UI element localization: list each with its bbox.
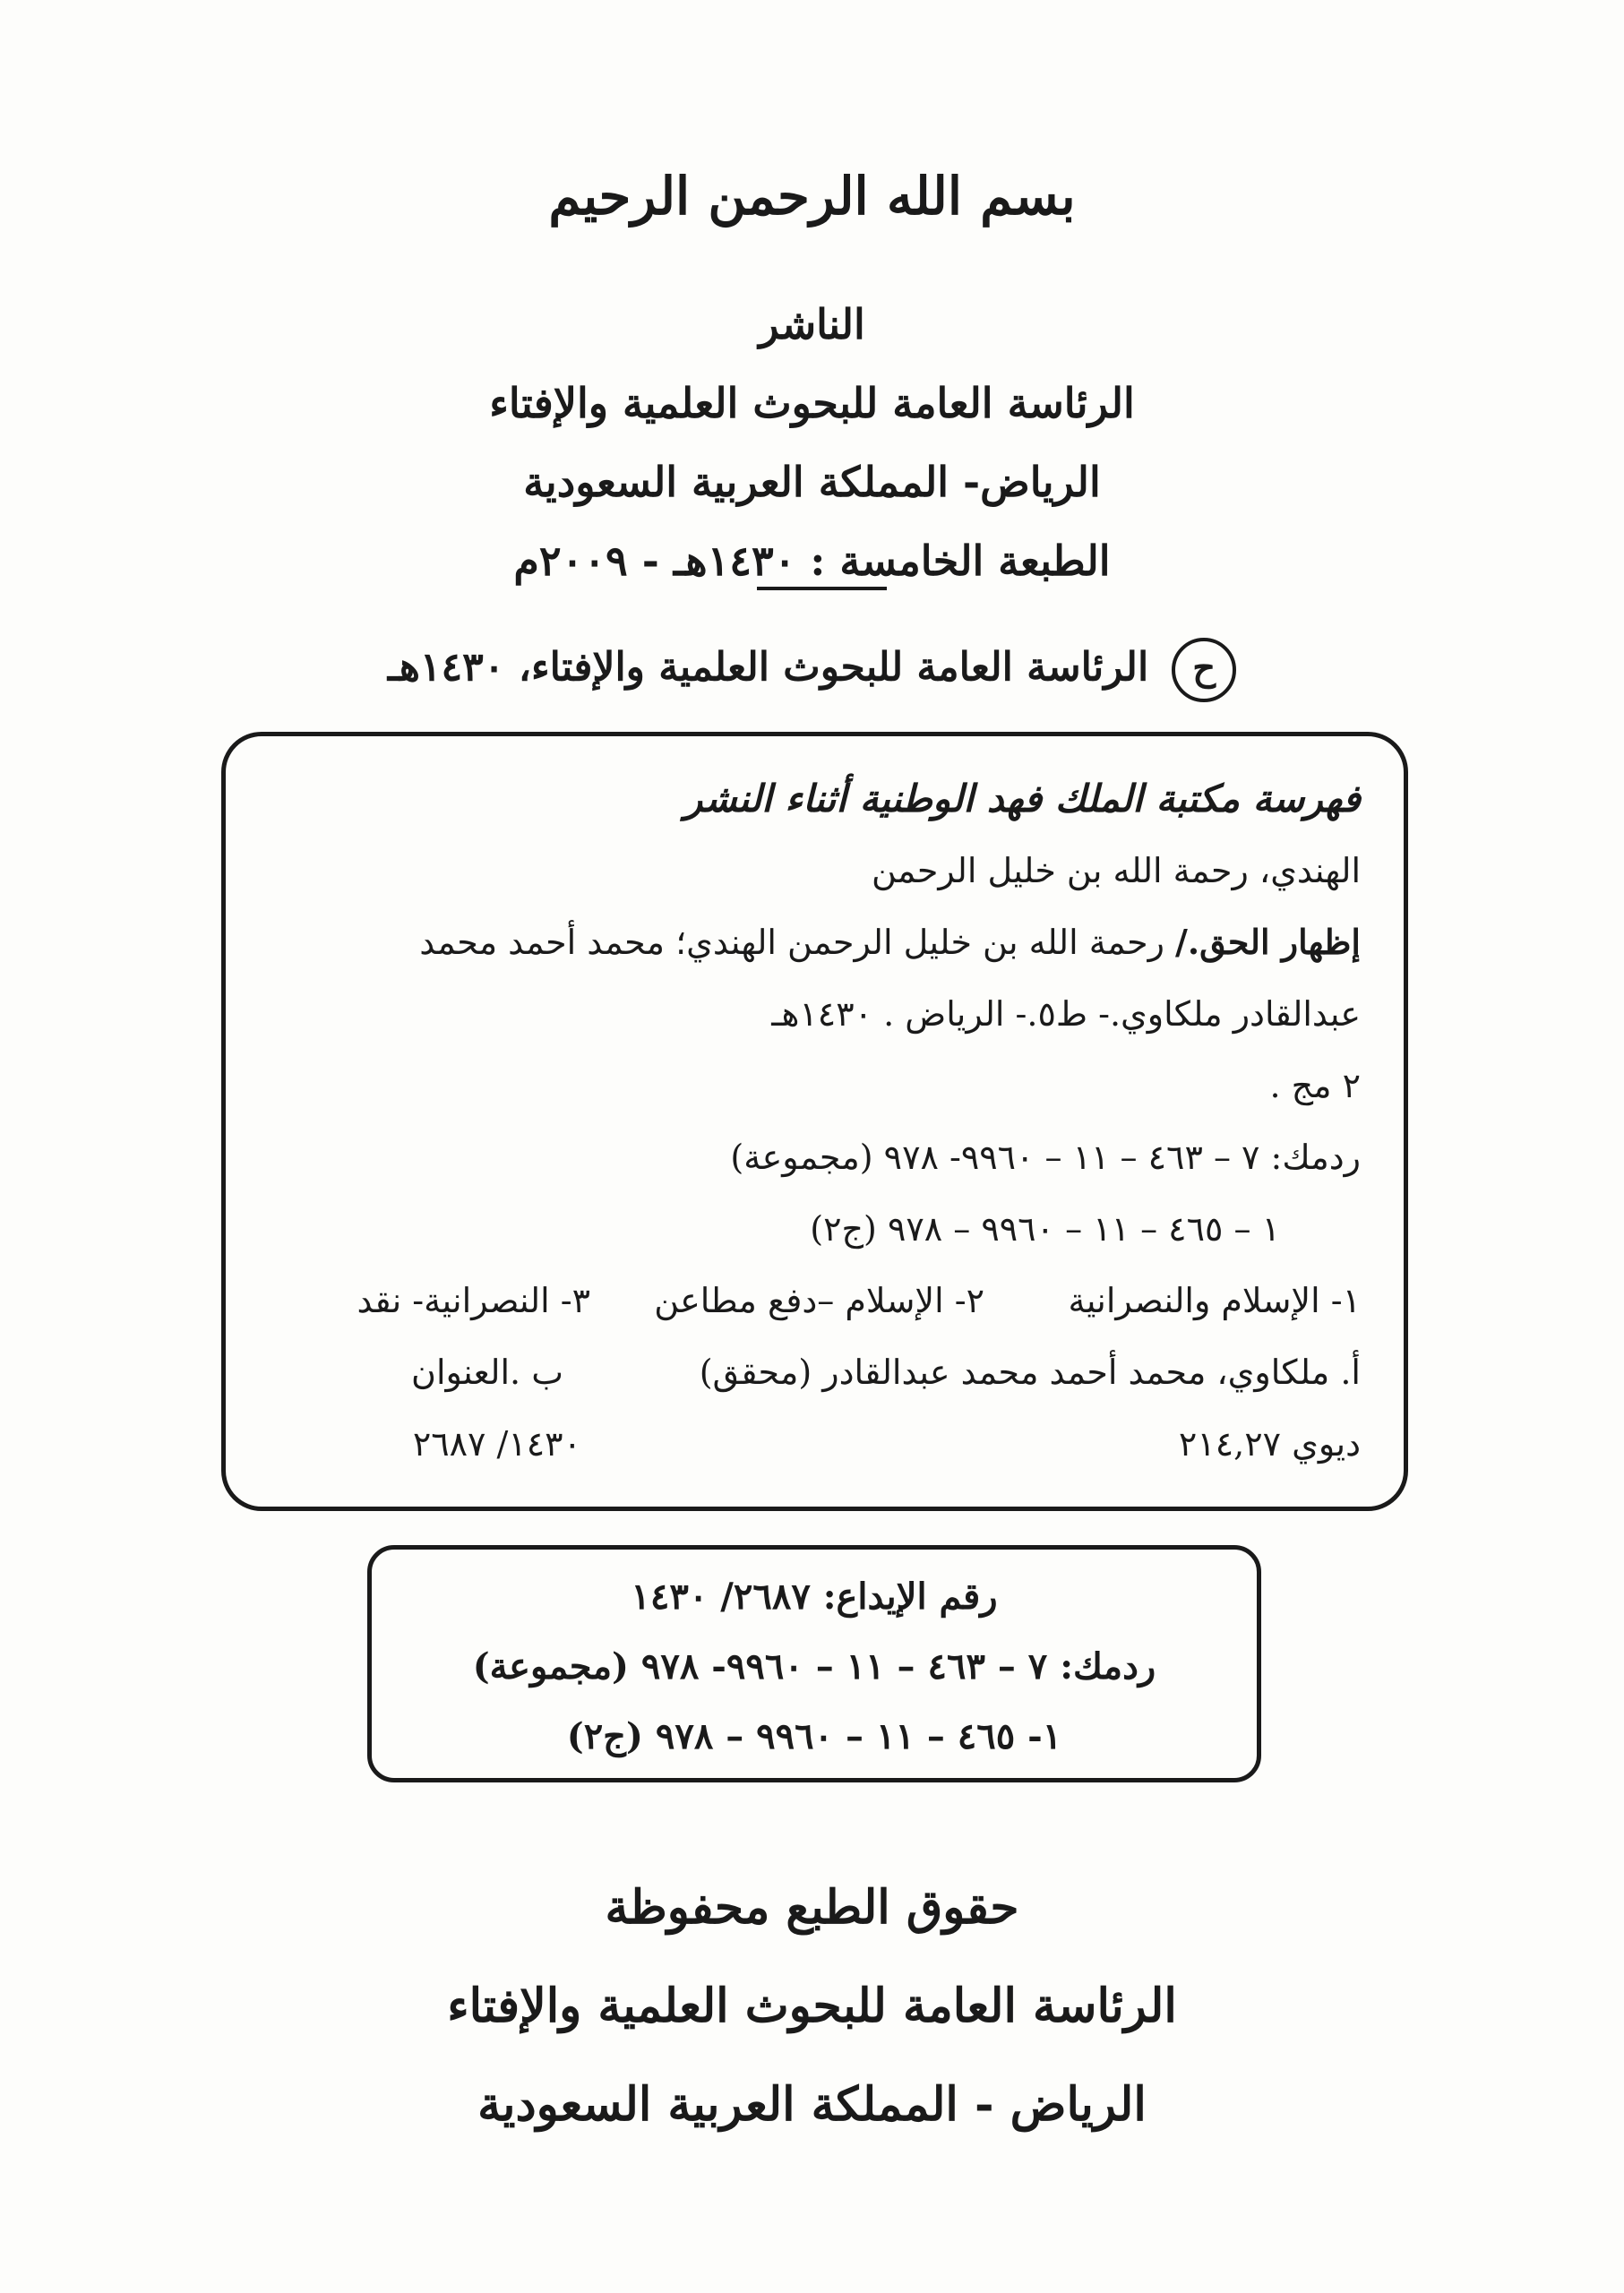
cip-book-title: إظهار الحق./: [1175, 922, 1361, 962]
cip-classification-row: [269, 1408, 1361, 1480]
cip-subject-1: ١- الإسلام والنصرانية: [1068, 1281, 1361, 1320]
publisher-label: الناشر: [759, 300, 865, 348]
cip-volumes: ٢ مج .: [1269, 1066, 1361, 1105]
cip-subject-3: ٣- النصرانية- نقد: [357, 1281, 590, 1320]
cip-responsibility: رحمة الله بن خليل الرحمن الهندي؛ محمد أحمد محمد: [419, 923, 1176, 962]
publisher-location: الرياض- المملكة العربية السعودية: [523, 458, 1101, 506]
basmala-heading: بسم الله الرحمن الرحيم: [548, 166, 1076, 227]
cip-deposit-number: ١٤٣٠/ ٢٦٨٧: [412, 1424, 581, 1464]
rights-holder: الرئاسة العامة للبحوث العلمية والإفتاء: [447, 1979, 1177, 2033]
publisher-info: [0, 285, 1624, 600]
deposit-isbn-set: ردمك: ٧ – ٤٦٣ – ١١ – ٩٩٦٠- ٩٧٨ (مجموعة): [472, 1645, 1156, 1688]
cip-title: فهرسة مكتبة الملك فهد الوطنية أثناء النشر: [684, 777, 1361, 820]
cip-added-entries-row: [269, 1336, 1361, 1408]
rights-reserved: حقوق الطبع محفوظة: [605, 1880, 1019, 1935]
cip-subject-2: ٢- الإسلام –دفع مطاعن: [654, 1281, 984, 1320]
copyright-symbol-icon: ح: [1172, 638, 1236, 702]
rights-footer: [0, 1859, 1624, 2154]
deposit-number: رقم الإيداع: ٢٦٨٧/ ١٤٣٠: [631, 1576, 998, 1618]
cataloging-in-publication-box: [221, 732, 1408, 1511]
divider-rule: [757, 587, 887, 590]
cip-imprint: عبدالقادر ملكاوي.- ط٥.- الرياض . ١٤٣٠هـ: [771, 994, 1361, 1034]
rights-location: الرياض - المملكة العربية السعودية: [477, 2077, 1147, 2132]
cip-title-statement: [269, 906, 1361, 978]
copyright-text: الرئاسة العامة للبحوث العلمية والإفتاء، ١٤٣٠هـ: [387, 644, 1149, 691]
cip-isbn-set: ردمك: ٧ – ٤٦٣ – ١١ – ٩٩٦٠- ٩٧٨ (مجموعة): [730, 1138, 1361, 1177]
copyright-line: [0, 638, 1624, 702]
deposit-isbn-volume: ١- ٤٦٥ – ١١ – ٩٩٦٠ – ٩٧٨ (ج٢): [566, 1715, 1062, 1757]
cip-added-entry-a: أ. ملكاوي، محمد أحمد محمد عبدالقادر (محقق): [699, 1353, 1361, 1392]
cip-author: الهندي، رحمة الله بن خليل الرحمن: [871, 851, 1361, 890]
cip-dewey: ديوي ٢١٤,٢٧: [1178, 1424, 1361, 1464]
cip-isbn-volume: ١ – ٤٦٥ – ١١ – ٩٩٦٠ – ٩٧٨ (ج٢): [810, 1209, 1280, 1249]
publisher-name: الرئاسة العامة للبحوث العلمية والإفتاء: [489, 379, 1135, 427]
deposit-box: [367, 1545, 1261, 1782]
cip-subjects-row: [269, 1265, 1361, 1336]
cip-added-entry-b: ب .العنوان: [411, 1353, 563, 1392]
edition-line: الطبعة الخامسة : ١٤٣٠هـ - ٢٠٠٩م: [513, 537, 1111, 585]
